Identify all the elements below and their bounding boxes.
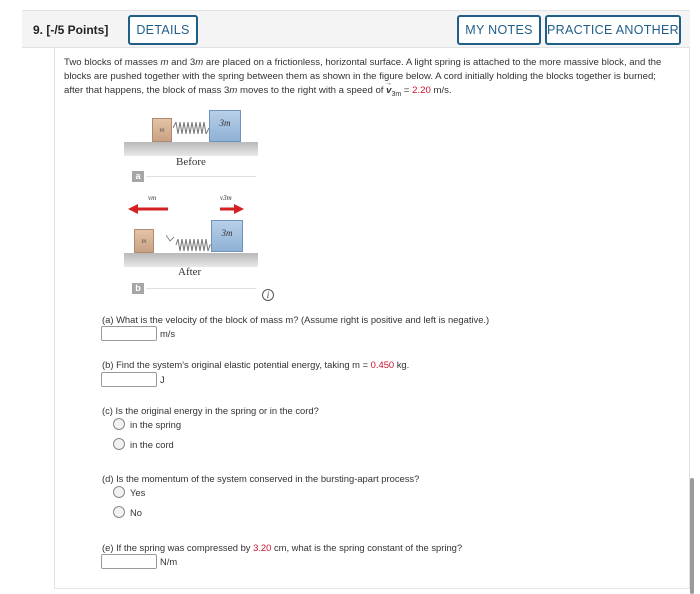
part-d-radio-yes[interactable] bbox=[113, 486, 125, 498]
part-e-answer-input[interactable] bbox=[101, 554, 157, 569]
part-a-answer-input[interactable] bbox=[101, 326, 157, 341]
part-e-unit: N/m bbox=[160, 556, 178, 567]
mass-value: 0.450 bbox=[370, 359, 395, 370]
part-b-question: (b) Find the system's original elastic potential energy, taking m = 0.450 kg. bbox=[102, 359, 410, 370]
page-scrollbar[interactable] bbox=[690, 478, 694, 594]
part-d-question: (d) Is the momentum of the system conserved in the bursting-apart process? bbox=[102, 473, 420, 484]
block-3m-after: 3m bbox=[211, 220, 243, 252]
part-c-option-cord: in the cord bbox=[130, 439, 174, 450]
part-c-question: (c) Is the original energy in the spring or in the cord? bbox=[102, 405, 319, 416]
before-caption: Before bbox=[176, 156, 206, 168]
part-b-answer-input[interactable] bbox=[101, 372, 157, 387]
part-d-option-no: No bbox=[130, 507, 142, 518]
velocity-3m-arrow bbox=[220, 204, 244, 214]
my-notes-button[interactable]: MY NOTES bbox=[457, 15, 541, 45]
question-title: 9. [-/5 Points] bbox=[33, 23, 109, 37]
figure-divider-b bbox=[146, 288, 256, 289]
part-d-radio-no[interactable] bbox=[113, 506, 125, 518]
block-m-after: m bbox=[134, 229, 154, 253]
velocity-m-label: vm bbox=[148, 194, 157, 202]
details-button[interactable]: DETAILS bbox=[128, 15, 198, 45]
part-e-question: (e) If the spring was compressed by 3.20 cm, what is the spring constant of the spring? bbox=[102, 542, 463, 553]
practice-another-button[interactable]: PRACTICE ANOTHER bbox=[545, 15, 681, 45]
part-c-option-spring: in the spring bbox=[130, 419, 182, 430]
part-a-question: (a) What is the velocity of the block of mass m? (Assume right is positive and left is negative.) bbox=[102, 314, 490, 325]
info-icon[interactable]: i bbox=[262, 289, 274, 301]
figure-tag-a: a bbox=[132, 171, 144, 182]
part-b-unit: J bbox=[160, 374, 165, 385]
figure-tag-b: b bbox=[132, 283, 144, 294]
velocity-3m-label: v3m bbox=[220, 194, 232, 202]
part-a-unit: m/s bbox=[160, 328, 176, 339]
after-caption: After bbox=[178, 266, 202, 278]
question-header bbox=[22, 10, 690, 48]
speed-value: 2.20 bbox=[412, 85, 431, 96]
block-m-before: m bbox=[152, 118, 172, 142]
problem-statement: Two blocks of masses m and 3m are placed on a frictionless, horizontal surface. A light spring is attached to the more massive block, and the blocks are pushed together with the spring between them as shown in the figure below. A cord initially holding the blocks together is burned; after that happens, the block of mass 3m moves to the right with a speed of → $v_{3m} = 2.20$ m/s. bbox=[64, 56, 676, 102]
velocity-m-arrow bbox=[128, 204, 168, 214]
part-c-radio-spring[interactable] bbox=[113, 418, 125, 430]
velocity-vector-symbol: → v bbox=[386, 85, 391, 96]
surface-before bbox=[124, 142, 258, 156]
block-3m-before: 3m bbox=[209, 110, 241, 142]
figure-divider-a bbox=[146, 176, 256, 177]
released-spring bbox=[166, 229, 214, 253]
blocks-spring-figure bbox=[118, 105, 288, 305]
part-d-option-yes: Yes bbox=[130, 487, 146, 498]
compressed-spring bbox=[173, 122, 209, 134]
part-c-radio-cord[interactable] bbox=[113, 438, 125, 450]
compression-value: 3.20 bbox=[253, 542, 272, 553]
surface-after bbox=[124, 253, 258, 267]
